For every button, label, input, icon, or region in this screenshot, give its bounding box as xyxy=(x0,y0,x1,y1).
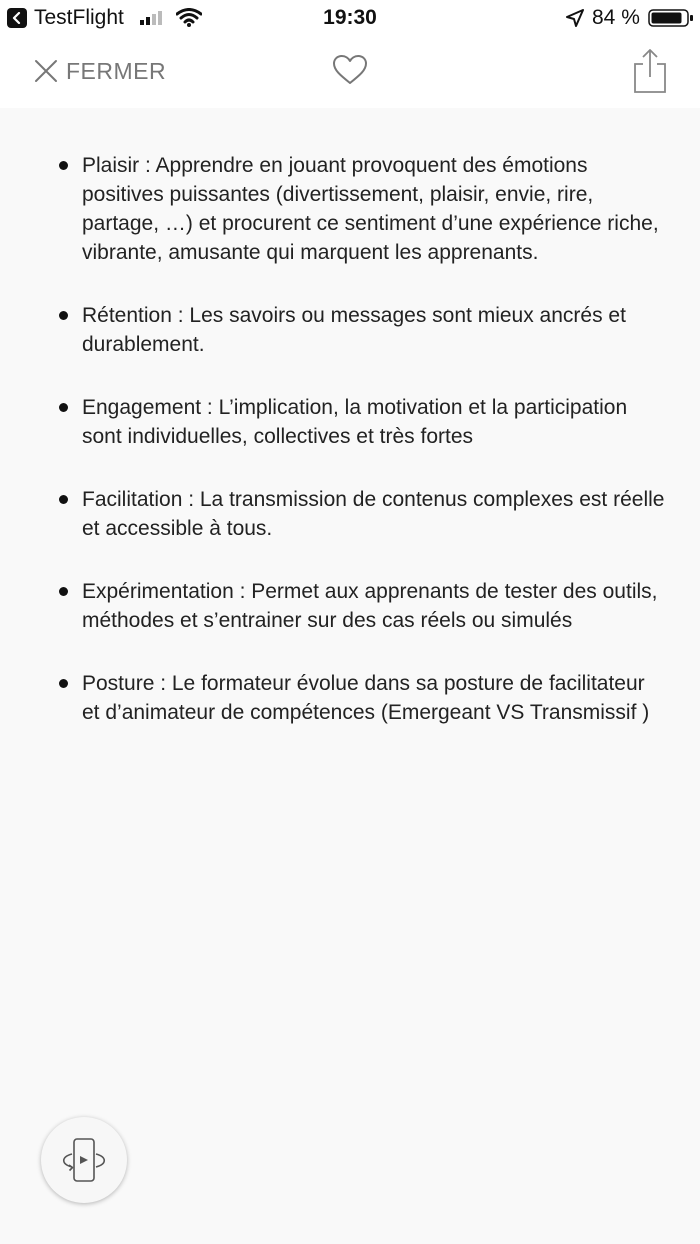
close-icon xyxy=(34,59,58,83)
bullet-dot xyxy=(59,587,68,596)
close-label: FERMER xyxy=(66,57,167,84)
bullet-dot xyxy=(59,403,68,412)
location-arrow-icon xyxy=(566,9,584,27)
share-icon xyxy=(632,48,668,94)
list-item xyxy=(55,393,665,451)
bullet-dot xyxy=(59,311,68,320)
bullet-dot xyxy=(59,495,68,504)
battery-percentage: 84 % xyxy=(592,6,640,29)
list-item-text: Facilitation : La transmission de contenus complexes est réelle et accessible à tous. xyxy=(82,488,665,540)
nav-bar xyxy=(0,36,700,108)
favorite-button[interactable] xyxy=(332,54,368,91)
close-button[interactable] xyxy=(34,56,166,86)
article-content xyxy=(0,108,700,1244)
share-button[interactable] xyxy=(632,48,668,99)
list-item xyxy=(55,485,665,543)
battery-icon xyxy=(648,9,694,27)
list-item-text: Rétention : Les savoirs ou messages sont mieux ancrés et durablement. xyxy=(82,304,626,356)
list-item xyxy=(55,577,665,635)
status-app-name[interactable]: TestFlight xyxy=(34,6,124,29)
bullet-dot xyxy=(59,679,68,688)
rotate-device-button[interactable] xyxy=(41,1117,127,1203)
rotate-device-icon xyxy=(57,1133,111,1187)
list-item xyxy=(55,669,665,727)
list-item-text: Engagement : L’implication, la motivation et la participation sont individuelles, collectives et très fortes xyxy=(82,396,628,448)
status-time: 19:30 xyxy=(323,6,377,29)
list-item-text: Expérimentation : Permet aux apprenants de tester des outils, méthodes et s’entrainer sur des cas réels ou simulés xyxy=(82,580,658,632)
list-item xyxy=(55,151,665,267)
bullet-dot xyxy=(59,161,68,170)
list-item xyxy=(55,301,665,359)
status-bar xyxy=(0,0,700,36)
bullet-list xyxy=(55,151,665,761)
list-item-text: Posture : Le formateur évolue dans sa posture de facilitateur et d’animateur de compétences (Emergeant VS Transmissif ) xyxy=(82,672,650,724)
list-item-text: Plaisir : Apprendre en jouant provoquent des émotions positives puissantes (divertissement, plaisir, envie, rire, partage, …) et procurent ce sentiment d’une expérience riche, vibrante, amusante qui marquent les apprenants. xyxy=(82,154,659,264)
heart-icon xyxy=(332,54,368,86)
